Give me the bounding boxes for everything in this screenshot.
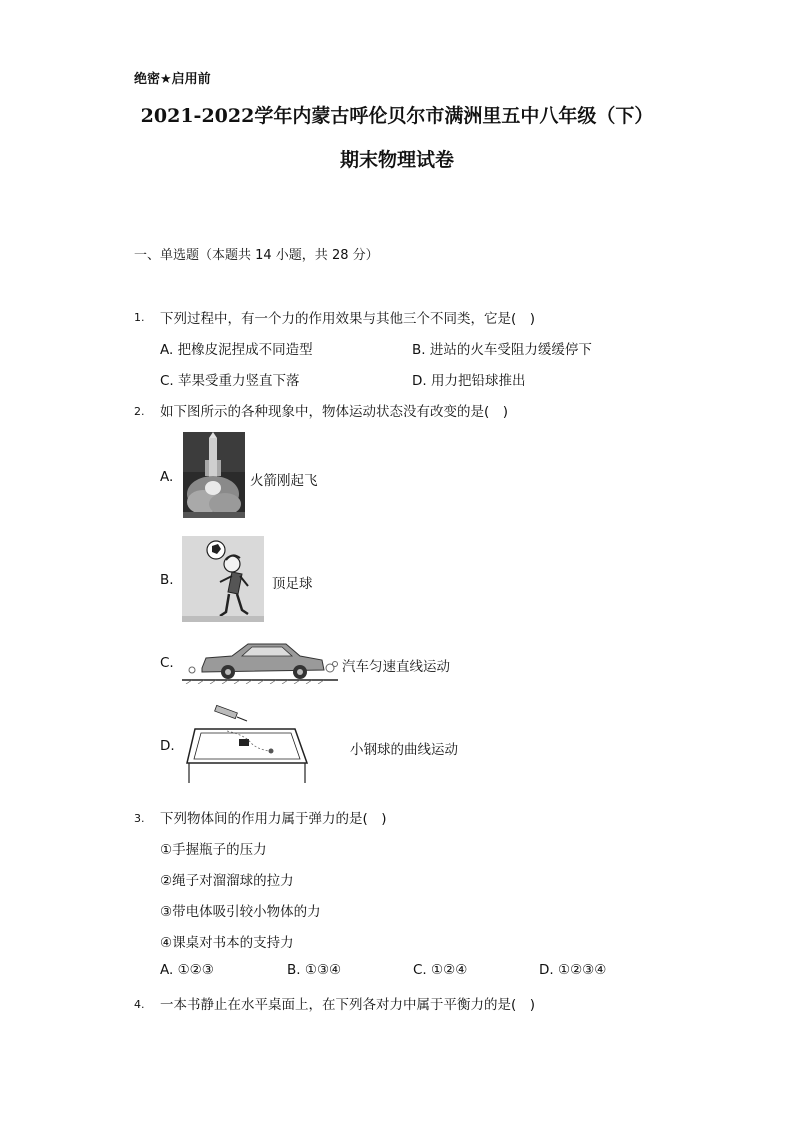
question-1-option-a: A. 把橡皮泥捏成不同造型 xyxy=(160,342,313,358)
question-1-number: 1. xyxy=(134,311,145,324)
question-1-option-c: C. 苹果受重力竖直下落 xyxy=(160,373,300,389)
question-2-option-c-caption: 汽车匀速直线运动 xyxy=(342,659,450,675)
question-4-number: 4. xyxy=(134,998,145,1011)
question-3-option-c: C. ①②④ xyxy=(413,962,468,978)
question-2-option-d-caption: 小钢球的曲线运动 xyxy=(350,742,458,758)
question-2-number: 2. xyxy=(134,405,145,418)
question-4-text: 一本书静止在水平桌面上，在下列各对力中属于平衡力的是( ) xyxy=(160,997,536,1013)
page-title: 2021-2022学年内蒙古呼伦贝尔市满洲里五中八年级（下） xyxy=(140,105,654,127)
question-3-option-b: B. ①③④ xyxy=(287,962,342,978)
question-3-item-1: ①手握瓶子的压力 xyxy=(160,842,267,858)
question-1-option-b: B. 进站的火车受阻力缓缓停下 xyxy=(412,342,592,358)
question-3-text: 下列物体间的作用力属于弹力的是( ) xyxy=(160,811,387,827)
question-1-option-d: D. 用力把铅球推出 xyxy=(412,373,526,389)
section-heading: 一、单选题（本题共 14 小题，共 28 分） xyxy=(134,248,379,263)
question-2-option-b-caption: 顶足球 xyxy=(272,576,313,592)
question-3-option-a: A. ①②③ xyxy=(160,962,214,978)
rocket-launch-image xyxy=(183,432,245,518)
question-2-option-a-letter: A. xyxy=(160,469,174,485)
question-1-text: 下列过程中，有一个力的作用效果与其他三个不同类，它是( ) xyxy=(160,311,536,327)
question-2-option-a-caption: 火箭刚起飞 xyxy=(250,473,318,489)
question-3-number: 3. xyxy=(134,812,145,825)
question-3-item-4: ④课桌对书本的支持力 xyxy=(160,935,294,951)
page-subtitle: 期末物理试卷 xyxy=(339,149,454,171)
question-2-text: 如下图所示的各种现象中，物体运动状态没有改变的是( ) xyxy=(160,404,509,420)
car-image xyxy=(182,636,338,684)
question-2-option-d-letter: D. xyxy=(160,738,175,754)
question-3-item-3: ③带电体吸引较小物体的力 xyxy=(160,904,321,920)
question-3-item-2: ②绳子对溜溜球的拉力 xyxy=(160,873,294,889)
question-2-option-b-letter: B. xyxy=(160,572,174,588)
header-soccer-image xyxy=(182,536,264,622)
steel-ball-image xyxy=(185,703,310,785)
secret-label: 绝密★启用前 xyxy=(134,72,211,87)
question-2-option-c-letter: C. xyxy=(160,655,174,671)
question-3-option-d: D. ①②③④ xyxy=(539,962,607,978)
